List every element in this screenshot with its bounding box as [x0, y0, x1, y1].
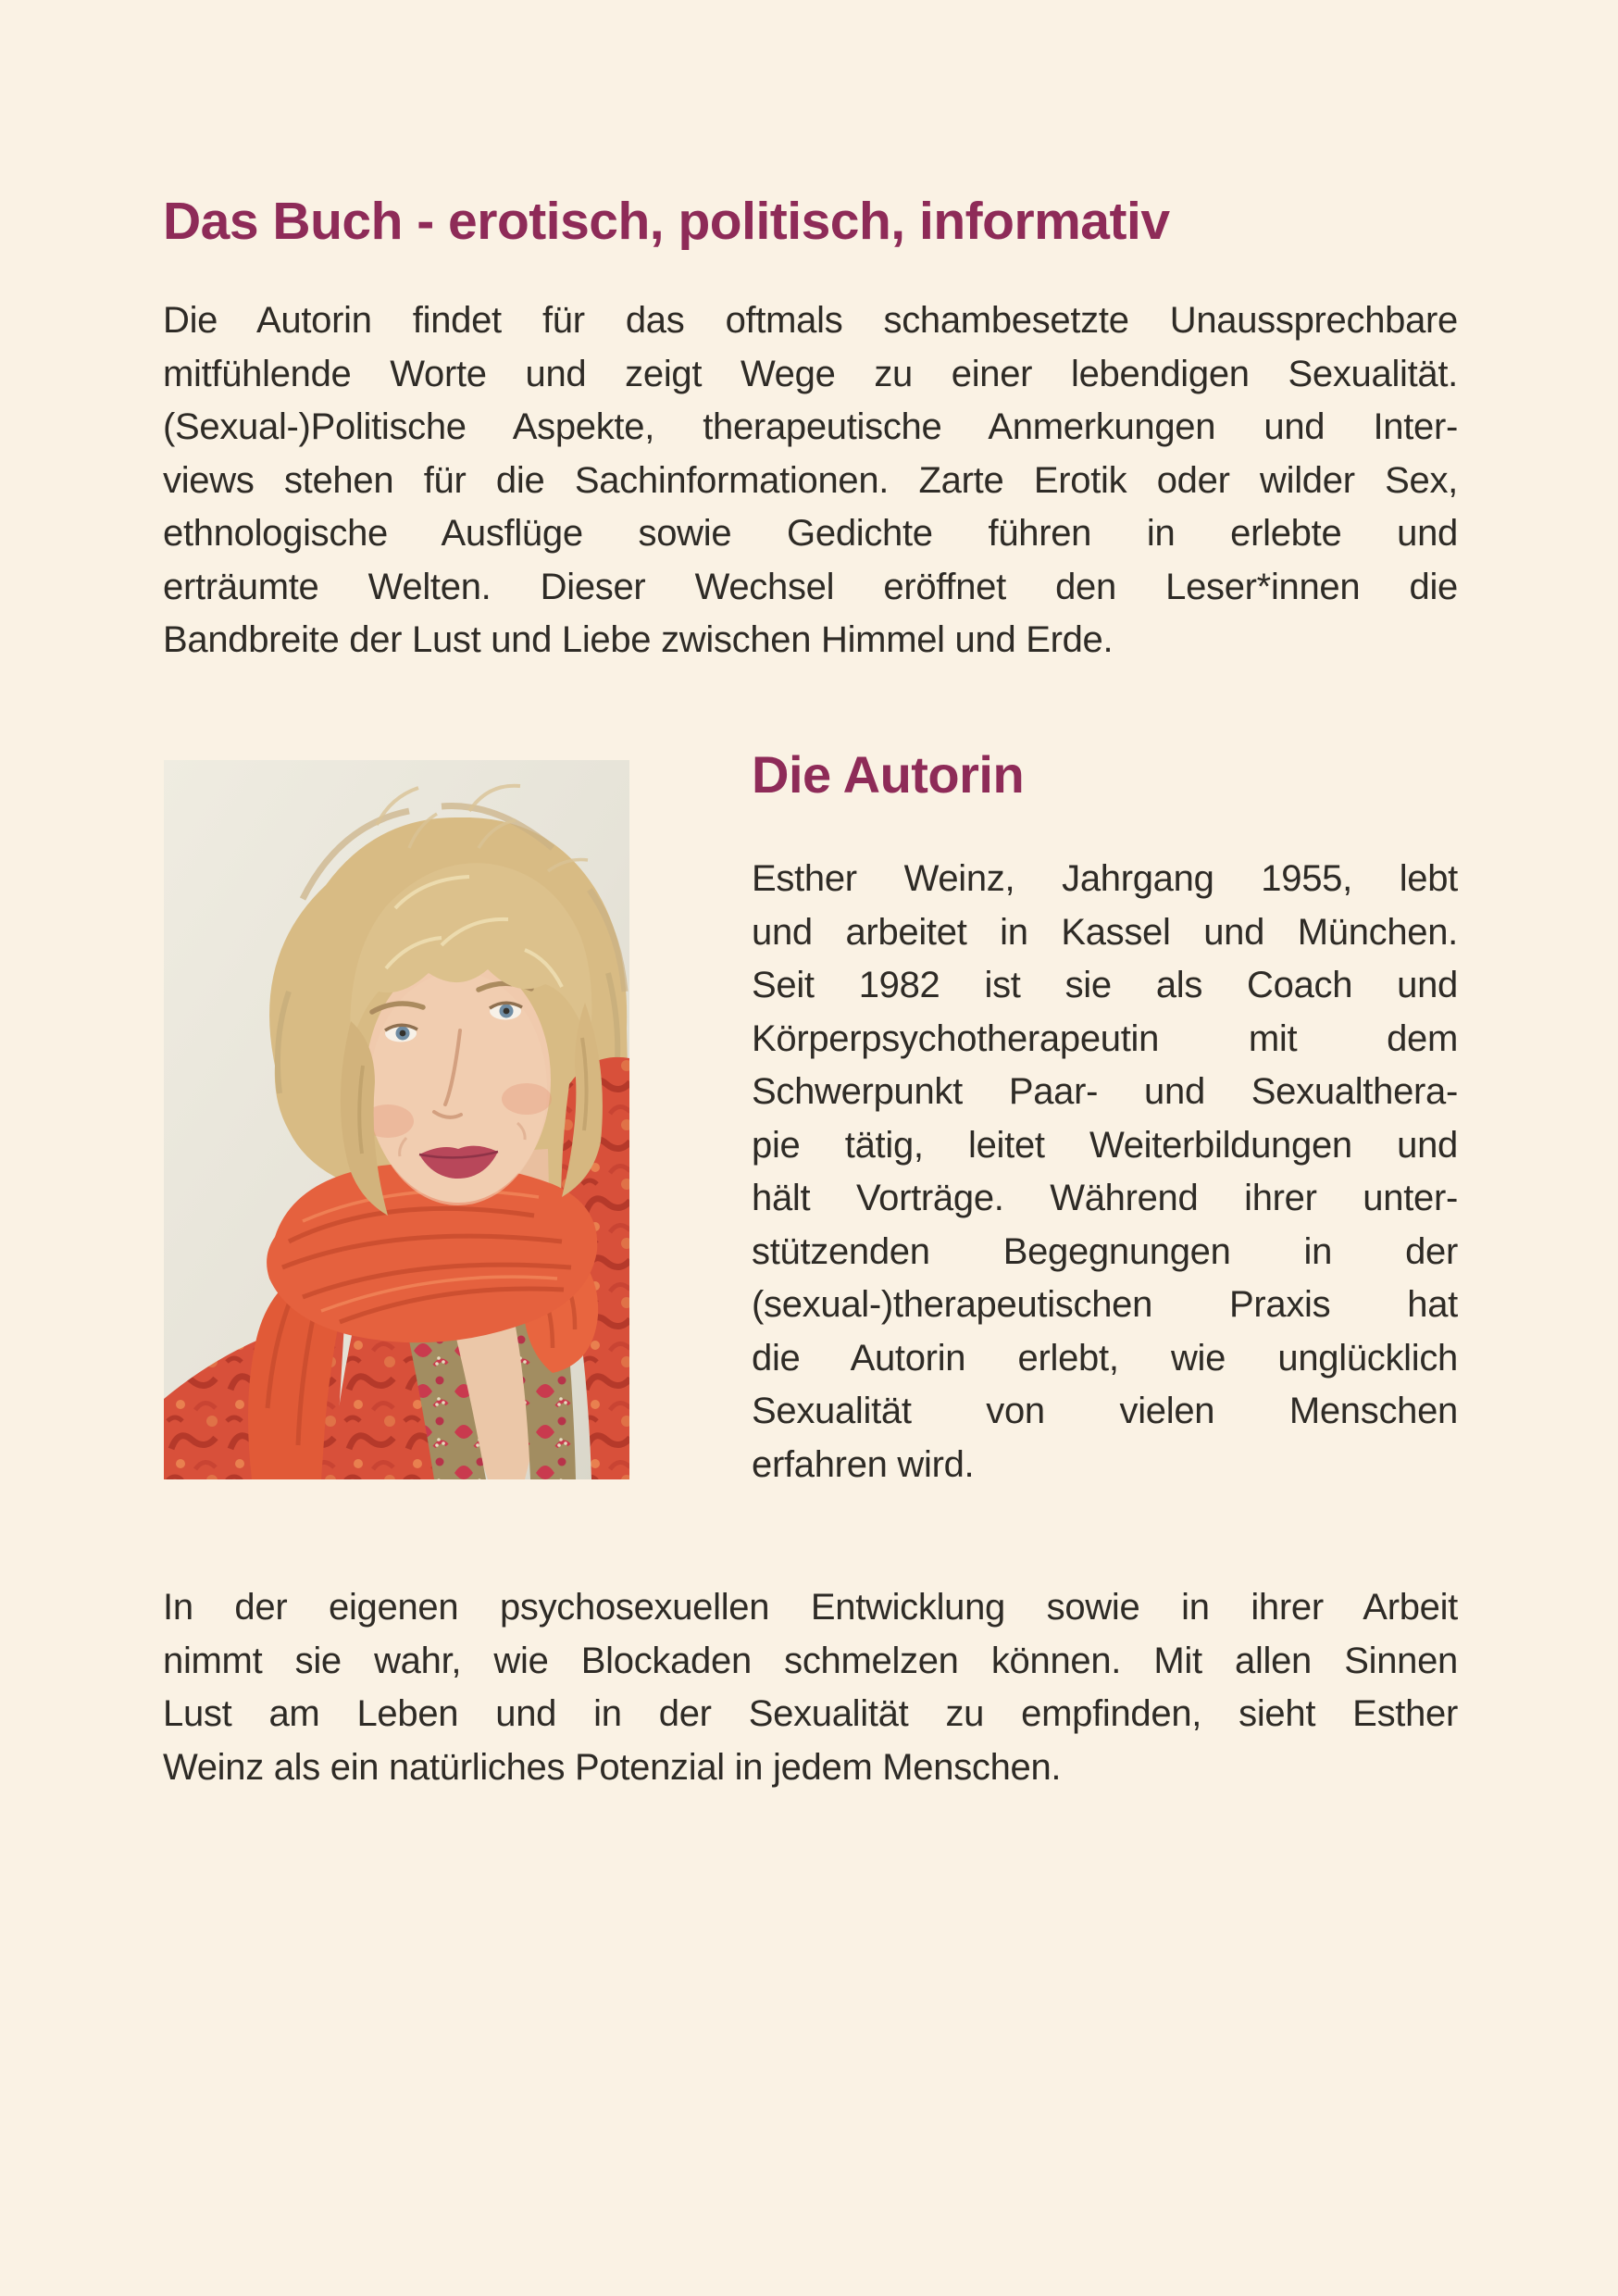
text-line: In der eigenen psychosexuellen Entwicklung sowie in ihrer Arbeit	[163, 1587, 1458, 1628]
book-section-title: Das Buch - erotisch, politisch, informativ	[163, 192, 1170, 251]
text-line: Weinz als ein natürliches Potenzial in jedem Menschen.	[163, 1746, 1062, 1788]
text-line: erfahren wird.	[752, 1443, 975, 1485]
text-line: pie tätig, leitet Weiterbildungen und	[752, 1124, 1458, 1166]
text-line: die Autorin erlebt, wie unglücklich	[752, 1337, 1458, 1379]
closing-paragraph	[163, 1581, 1458, 1794]
text-line: views stehen für die Sachinformationen. Zarte Erotik oder wilder Sex,	[163, 459, 1458, 501]
text-line: Körperpsychotherapeutin mit dem	[752, 1017, 1458, 1059]
author-portrait-illustration	[164, 760, 629, 1479]
text-line: Esther Weinz, Jahrgang 1955, lebt	[752, 858, 1458, 899]
text-line: mitfühlende Worte und zeigt Wege zu einer lebendigen Sexualität.	[163, 353, 1458, 394]
book-description-paragraph	[163, 294, 1458, 668]
author-bio-paragraph	[752, 853, 1458, 1491]
text-line: und arbeitet in Kassel und München.	[752, 911, 1458, 953]
text-line: Sexualität von vielen Menschen	[752, 1391, 1458, 1431]
text-line: ethnologische Ausflüge sowie Gedichte führen in erlebte und	[163, 513, 1458, 554]
text-line: Seit 1982 ist sie als Coach und	[752, 965, 1458, 1005]
text-line: stützenden Begegnungen in der	[752, 1230, 1458, 1272]
text-line: Lust am Leben und in der Sexualität zu empfinden, sieht Esther	[163, 1693, 1458, 1734]
text-line: Die Autorin findet für das oftmals schambesetzte Unaussprechbare	[163, 300, 1458, 341]
author-section-title: Die Autorin	[752, 745, 1025, 804]
text-line: (sexual-)therapeutischen Praxis hat	[752, 1284, 1458, 1325]
text-line: (Sexual-)Politische Aspekte, therapeutische Anmerkungen und Inter-	[163, 406, 1458, 447]
text-line: hält Vorträge. Während ihrer unter-	[752, 1178, 1458, 1218]
text-line: Bandbreite der Lust und Liebe zwischen Himmel und Erde.	[163, 619, 1114, 660]
text-line: Schwerpunkt Paar- und Sexualthera-	[752, 1071, 1458, 1112]
text-line: nimmt sie wahr, wie Blockaden schmelzen können. Mit allen Sinnen	[163, 1640, 1458, 1681]
author-photo	[164, 760, 629, 1479]
text-line: erträumte Welten. Dieser Wechsel eröffnet den Leser*innen die	[163, 566, 1458, 607]
